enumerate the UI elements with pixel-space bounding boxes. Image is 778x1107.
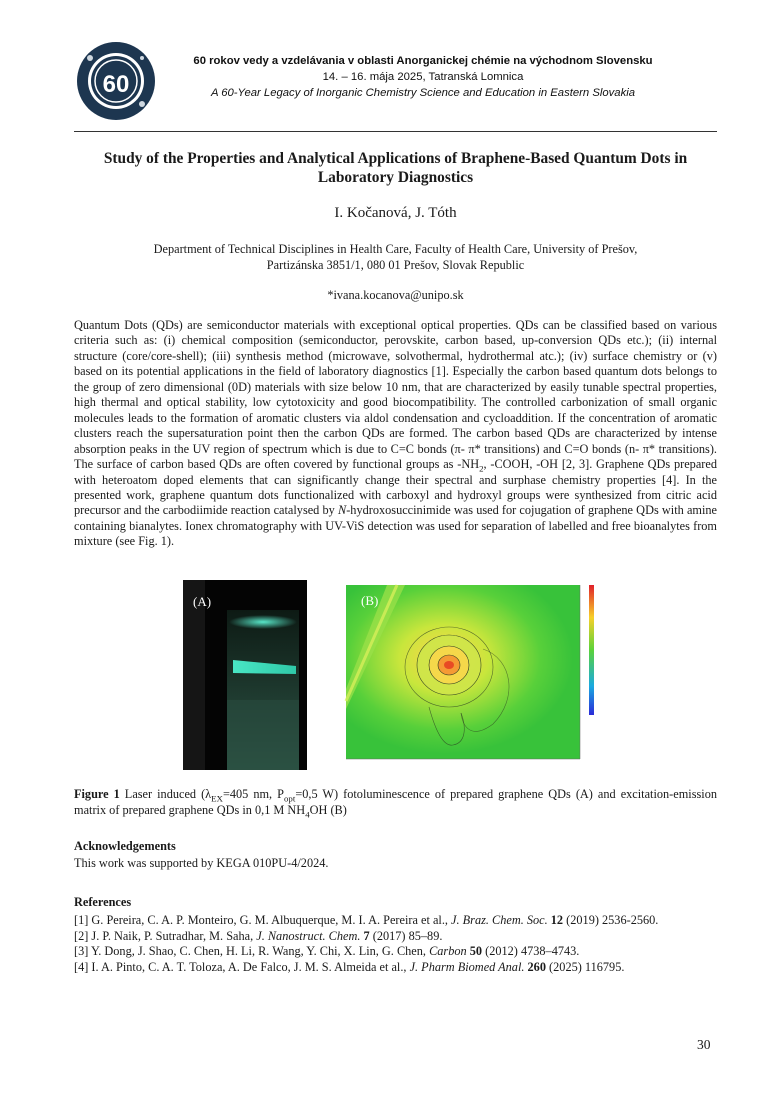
- reference-journal: J. Braz. Chem. Soc.: [451, 913, 548, 927]
- figure-caption: [74, 787, 717, 818]
- reference-journal: Carbon: [429, 944, 467, 958]
- reference-pages: (2019) 2536-2560.: [563, 913, 659, 927]
- abstract-sub-nh2: 2: [479, 463, 484, 474]
- header-line-3: A 60-Year Legacy of Inorganic Chemistry Science and Education in Eastern Slovakia: [210, 87, 636, 99]
- reference-authors: [3] Y. Dong, J. Shao, C. Chen, H. Li, R. Wang, Y. Chi, X. Lin, G. Chen,: [74, 944, 430, 958]
- conference-logo: [76, 41, 156, 121]
- paper-affiliation: [74, 241, 717, 273]
- figure-a-label: (A): [193, 594, 212, 609]
- acknowledgements-text: This work was supported by KEGA 010PU-4/2024.: [74, 856, 329, 870]
- abstract-part-2: , -COOH, -OH [2, 3]. Graphene QDs prepared with heteroatom doped elements that can significantly change their spectral and surphase chemistry properties [4]. In the presented work, graphene quantum dots functionalized with carboxyl and hydroxyl groups were synthesized from citric acid precursor and the carbodiimide reaction catalysed by: [74, 457, 717, 518]
- caption-sub-ex: EX: [211, 793, 223, 804]
- caption-sub-4: 4: [305, 808, 310, 819]
- abstract-paragraph: [74, 318, 717, 550]
- affiliation-line-1: Department of Technical Disciplines in Health Care, Faculty of Health Care, University of Prešov,: [153, 242, 638, 256]
- caption-part-2: =405 nm, P: [222, 787, 284, 801]
- conference-header: [160, 53, 686, 101]
- reference-pages: (2012) 4738–4743.: [482, 944, 580, 958]
- reference-volume: 7: [363, 928, 370, 943]
- reference-volume: 260: [527, 959, 546, 974]
- figure-b-eem-contour-map: [343, 579, 608, 771]
- caption-sub-opt: opt: [284, 793, 296, 804]
- reference-volume: 12: [550, 913, 564, 927]
- reference-item: [74, 913, 734, 929]
- figure-b-label: (B): [361, 593, 379, 608]
- abstract-italic-n: N: [338, 503, 347, 518]
- reference-journal: J. Pharm Biomed Anal.: [409, 959, 525, 974]
- logo-number: 60: [102, 71, 130, 98]
- caption-part-1: Laser induced (λ: [119, 787, 212, 801]
- abstract-part-1: Quantum Dots (QDs) are semiconductor materials with exceptional optical properties. QDs can be classified based on various criteria such as: (i) chemical composition (semiconductor, perovskite, carbon based, up-conversion QDs etc.); (ii) internal structure (core/core-shell); (iii) synthesis method (microwave, solvothermal, hydrothermal atc.); (iv) surface chemistry or (v) based on its potential applications in the field of laboratory diagnostics [1]. Especially the carbon based quantum dots belongs to the group of zero dimensional (0D) materials with size below 10 nm, that are characterized by easily tunable spectral properties, high thermal and optical stability, low cytotoxicity and good biocompatibility. The controlled carbonization of small organic molecules leads to the formation of aromatic clusters via aldol condensation and cycloaddition. If the concentration of aromatic clusters reach the supersaturation point then the carbon QDs are formed. The carbon based QDs are characterized by intense absorption peaks in the UV region of spectrum which is due to C=C bonds (π- π* transitions) and C=O bonds (n- π* transitions). The surface of carbon based QDs are often covered by functional groups as -NH: [74, 318, 717, 472]
- figure-a-fluorescence-photo: [183, 580, 307, 770]
- paper-authors: I. Kočanová, J. Tóth: [334, 205, 457, 221]
- affiliation-line-2: Partizánska 3851/1, 080 01 Prešov, Slovak Republic: [266, 258, 525, 272]
- reference-item: [74, 929, 734, 945]
- references-list: [74, 913, 734, 975]
- paper-title: Study of the Properties and Analytical Applications of Braphene-Based Quantum Dots in Laboratory Diagnostics: [103, 150, 688, 186]
- reference-volume: 50: [469, 944, 483, 958]
- reference-item: [74, 960, 734, 976]
- reference-authors: [4] I. A. Pinto, C. A. T. Toloza, A. De Falco, J. M. S. Almeida et al.,: [74, 959, 410, 974]
- contact-email[interactable]: *ivana.kocanova@unipo.sk: [327, 288, 464, 302]
- abstract-part-3: -hydroxosuccinimide was used for cojugation of graphene QDs with amine containing bianalytes. Ionex chromatography with UV-ViS detection was used for separation of labelled and free bioanalytes from mixture (see Fig. 1).: [74, 503, 717, 549]
- reference-journal: J. Nanostruct. Chem.: [256, 928, 361, 943]
- caption-label: Figure 1: [74, 787, 120, 801]
- reference-pages: (2025) 116795.: [545, 959, 625, 974]
- header-divider: [74, 131, 717, 132]
- acknowledgements-heading: Acknowledgements: [74, 839, 176, 853]
- reference-item: [74, 944, 734, 960]
- reference-pages: (2017) 85–89.: [369, 928, 443, 943]
- caption-part-3: =0,5 W) fotoluminescence of prepared graphene QDs (A) and excitation-emission matrix of prepared graphene QDs in 0,1 M NH: [74, 787, 718, 817]
- page-number: 30: [697, 1037, 711, 1052]
- header-line-2: 14. – 16. mája 2025, Tatranská Lomnica: [322, 71, 524, 83]
- reference-authors: [1] G. Pereira, C. A. P. Monteiro, G. M. Albuquerque, M. I. A. Pereira et al.,: [74, 913, 452, 927]
- caption-part-4: OH (B): [309, 802, 347, 817]
- reference-authors: [2] J. P. Naik, P. Sutradhar, M. Saha,: [74, 928, 257, 943]
- header-line-1: 60 rokov vedy a vzdelávania v oblasti Anorganickej chémie na východnom Slovensku: [193, 55, 653, 67]
- references-heading: References: [74, 895, 132, 909]
